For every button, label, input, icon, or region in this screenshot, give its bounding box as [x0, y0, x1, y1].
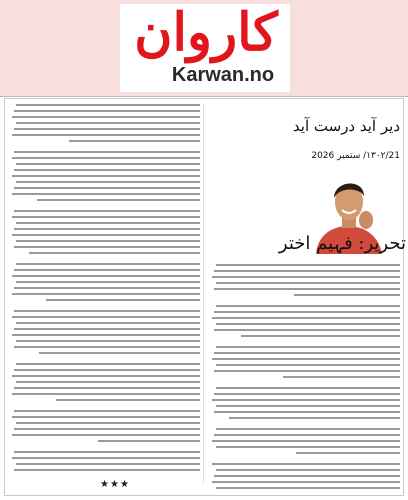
body-text-lines	[8, 104, 200, 475]
text-line	[14, 169, 200, 171]
text-line	[241, 335, 400, 337]
text-line	[214, 393, 400, 395]
text-line	[214, 311, 400, 313]
text-line	[216, 264, 400, 266]
site-logo-urdu[interactable]: کاروان	[134, 2, 278, 63]
text-line	[16, 222, 200, 224]
article-byline: تحریر: فہیم اختر	[278, 233, 406, 254]
text-line	[29, 252, 200, 254]
text-line	[214, 329, 400, 331]
text-line	[12, 416, 200, 418]
article-body-right-column	[208, 104, 400, 490]
text-line	[283, 376, 400, 378]
text-line	[212, 317, 400, 319]
text-line	[14, 328, 200, 330]
article-body-left-column	[8, 104, 200, 478]
text-line	[16, 181, 200, 183]
column-divider	[203, 104, 204, 484]
text-line	[12, 334, 200, 336]
text-line	[12, 293, 200, 295]
text-line	[214, 288, 400, 290]
text-line	[16, 163, 200, 165]
text-line	[12, 316, 200, 318]
text-line	[12, 234, 200, 236]
text-line	[214, 352, 400, 354]
text-line	[12, 134, 200, 136]
text-line	[14, 269, 200, 271]
text-line	[216, 364, 400, 366]
text-line	[56, 399, 200, 401]
text-line	[14, 228, 200, 230]
text-line	[216, 446, 400, 448]
text-line	[214, 411, 400, 413]
text-line	[212, 463, 400, 465]
text-line	[69, 140, 200, 142]
text-line	[216, 469, 400, 471]
text-line	[12, 216, 200, 218]
end-separator: ★★★	[100, 479, 130, 490]
text-line	[12, 157, 200, 159]
text-line	[214, 370, 400, 372]
text-line	[216, 346, 400, 348]
text-line	[12, 175, 200, 177]
text-line	[16, 340, 200, 342]
text-line	[14, 310, 200, 312]
text-line	[212, 276, 400, 278]
body-text-lines	[208, 264, 400, 493]
text-line	[212, 399, 400, 401]
text-line	[216, 487, 400, 489]
text-line	[37, 199, 200, 201]
text-line	[98, 440, 200, 442]
text-line	[16, 422, 200, 424]
text-line	[16, 281, 200, 283]
text-line	[214, 434, 400, 436]
text-line	[14, 469, 200, 471]
text-line	[12, 457, 200, 459]
text-line	[16, 104, 200, 106]
text-line	[212, 481, 400, 483]
text-line	[296, 452, 400, 454]
text-line	[14, 387, 200, 389]
text-line	[14, 151, 200, 153]
text-line	[216, 323, 400, 325]
text-line	[14, 410, 200, 412]
text-line	[216, 428, 400, 430]
text-line	[14, 110, 200, 112]
text-line	[16, 240, 200, 242]
text-line	[294, 294, 400, 296]
text-line	[12, 434, 200, 436]
text-line	[12, 116, 200, 118]
text-line	[216, 387, 400, 389]
text-line	[14, 428, 200, 430]
text-line	[14, 246, 200, 248]
text-line	[214, 475, 400, 477]
text-line	[39, 352, 200, 354]
site-logo-domain[interactable]: Karwan.no	[171, 64, 275, 86]
text-line	[216, 405, 400, 407]
text-line	[16, 363, 200, 365]
text-line	[14, 187, 200, 189]
text-line	[16, 322, 200, 324]
article-headline: دیر آید درست آید	[292, 117, 400, 135]
text-line	[14, 128, 200, 130]
text-line	[16, 263, 200, 265]
text-line	[14, 287, 200, 289]
text-line	[216, 305, 400, 307]
text-line	[12, 393, 200, 395]
text-line	[12, 193, 200, 195]
text-line	[46, 299, 200, 301]
text-line	[12, 375, 200, 377]
text-line	[12, 275, 200, 277]
text-line	[14, 210, 200, 212]
text-line	[16, 122, 200, 124]
text-line	[229, 417, 400, 419]
text-line	[14, 369, 200, 371]
article-dateline: ۱۳۰۲/21/ ستمبر 2026	[311, 151, 400, 161]
text-line	[212, 440, 400, 442]
text-line	[16, 381, 200, 383]
text-line	[14, 346, 200, 348]
text-line	[214, 270, 400, 272]
text-line	[212, 358, 400, 360]
text-line	[216, 282, 400, 284]
text-line	[14, 451, 200, 453]
text-line	[16, 463, 200, 465]
